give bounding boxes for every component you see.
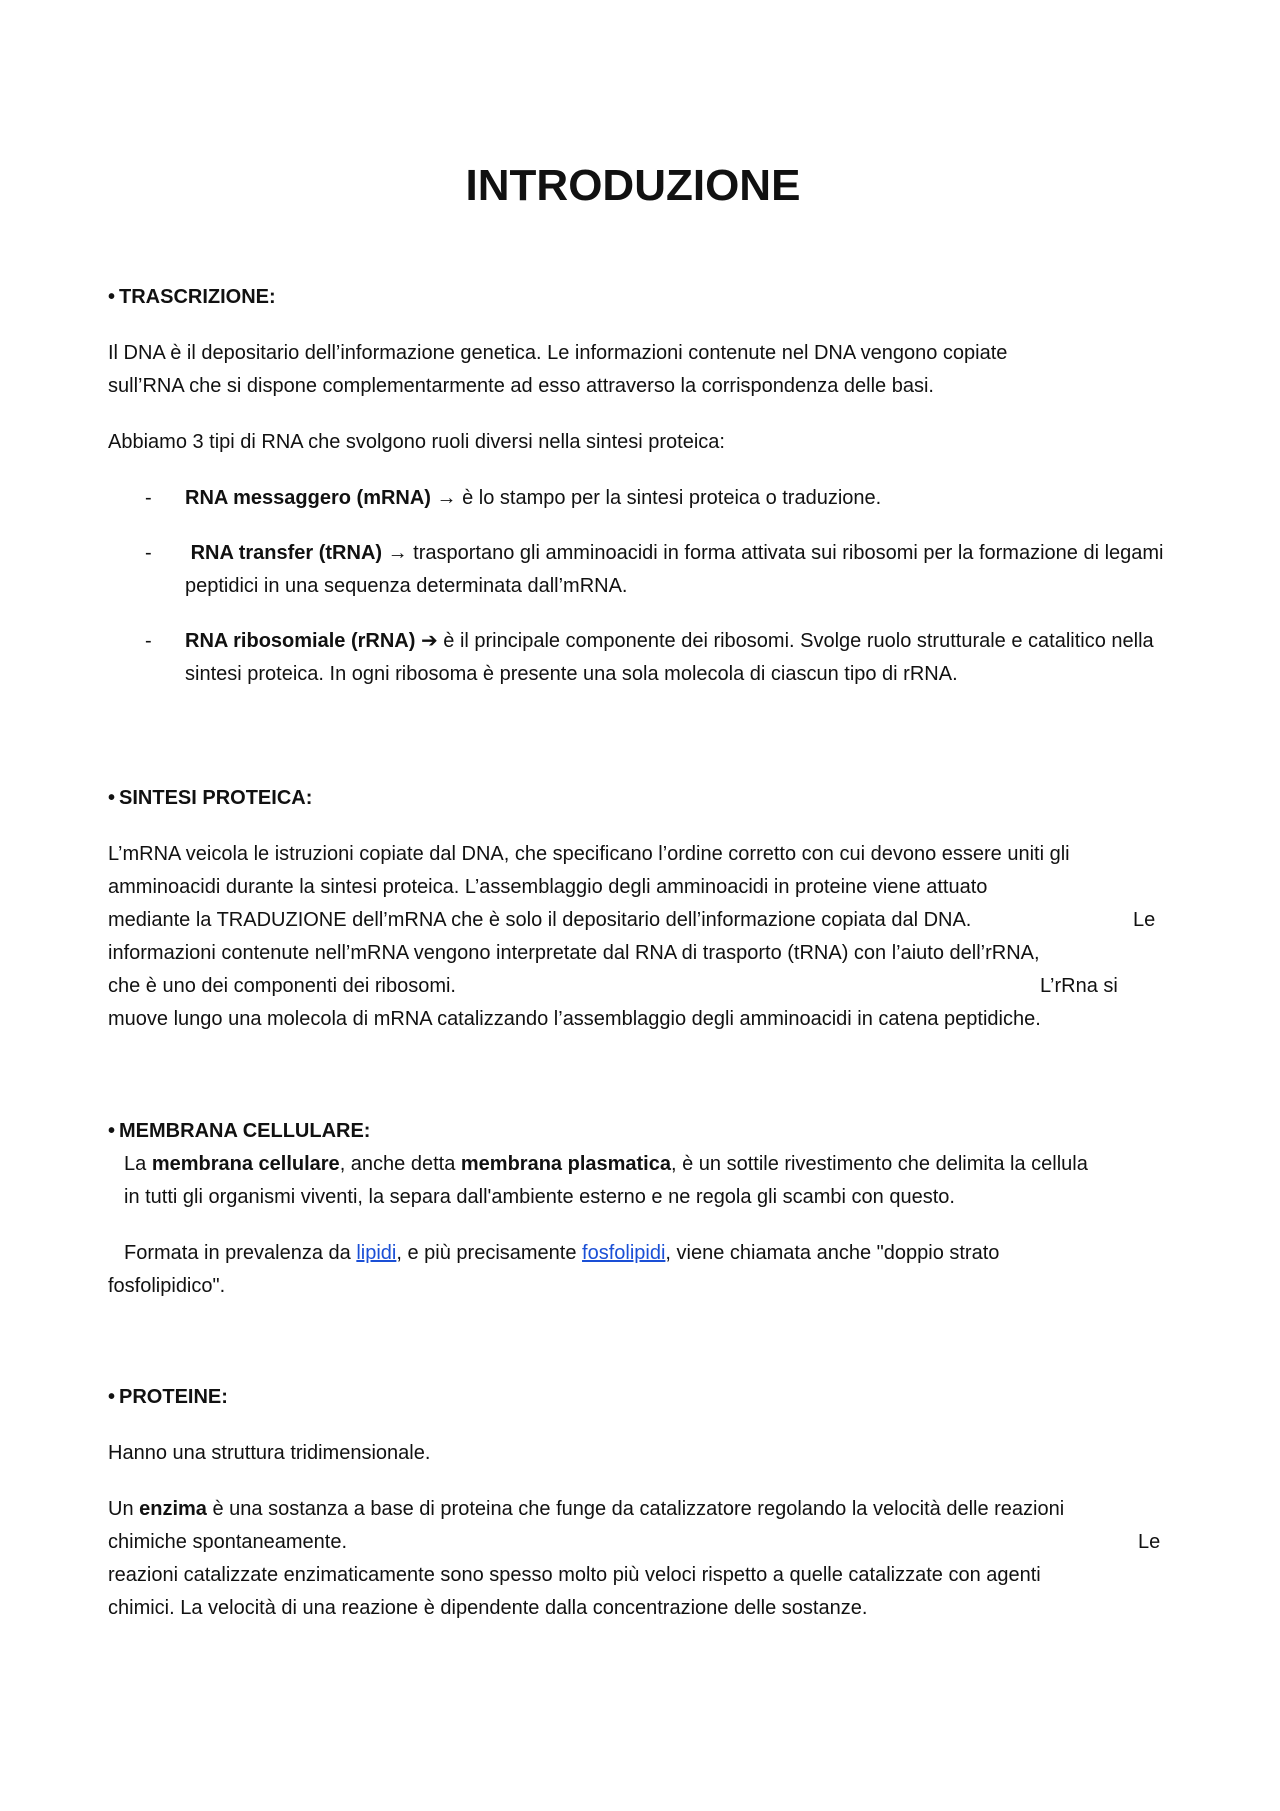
paragraph xyxy=(108,1148,1178,1214)
bullet-icon: • xyxy=(108,787,116,809)
paragraph xyxy=(108,1493,1178,1625)
dash-marker: - xyxy=(145,630,152,652)
link-lipidi[interactable]: lipidi xyxy=(356,1242,397,1264)
text-line: chimiche spontaneamente. Le xyxy=(108,1526,1178,1559)
paragraph xyxy=(108,1237,1178,1303)
dash-marker: - xyxy=(145,487,152,509)
bullet-icon: • xyxy=(108,1120,116,1142)
list-text: è lo stampo per la sintesi proteica o traduzione. xyxy=(456,487,882,509)
section-membrana-cellulare xyxy=(108,1115,1178,1303)
text-line: Formata in prevalenza da lipidi, e più precisamente fosfolipidi, viene chiamata anche "doppio strato xyxy=(124,1242,1000,1264)
text-line: fosfolipidico". xyxy=(108,1275,226,1297)
section-heading-proteine: • PROTEINE: xyxy=(108,1386,228,1408)
text-line: reazioni catalizzate enzimaticamente sono spesso molto più veloci rispetto a quelle catalizzate con agenti xyxy=(108,1564,1041,1586)
text-line: chimici. La velocità di una reazione è dipendente dalla concentrazione delle sostanze. xyxy=(108,1597,868,1619)
text-line: in tutti gli organismi viventi, la separa dall'ambiente esterno e ne regola gli scambi con questo. xyxy=(124,1186,955,1208)
text-fragment: L’rRna si xyxy=(1040,975,1118,997)
text-line: sull’RNA che si dispone complementarmente ad esso attraverso la corrispondenza delle basi. xyxy=(108,375,934,397)
paragraph xyxy=(108,337,1178,403)
text-fragment: Le xyxy=(1138,1531,1161,1553)
bullet-icon: • xyxy=(108,286,116,308)
section-proteine xyxy=(108,1381,1178,1625)
list-item xyxy=(108,625,1178,691)
text-line: amminoacidi durante la sintesi proteica. L’assemblaggio degli amminoacidi in proteine viene attuato xyxy=(108,876,988,898)
list-text: è il principale componente dei ribosomi. Svolge ruolo strutturale e catalitico nella sintesi proteica. In ogni ribosoma è presente una sola molecola di ciascun tipo di rRNA. xyxy=(185,630,1154,685)
text-line: informazioni contenute nell’mRNA vengono interpretate dal RNA di trasporto (tRNA) con l’aiuto dell’rRNA, xyxy=(108,942,1040,964)
arrow-icon: → xyxy=(436,487,457,509)
list-term: RNA messaggero (mRNA) xyxy=(185,487,431,509)
arrow-icon: ➔ xyxy=(420,630,438,652)
arrow-icon: → xyxy=(387,542,408,564)
text-line: La membrana cellulare, anche detta membrana plasmatica, è un sottile rivestimento che delimita la cellula xyxy=(124,1153,1088,1175)
section-heading-membrana: • MEMBRANA CELLULARE: xyxy=(108,1120,371,1142)
paragraph: Abbiamo 3 tipi di RNA che svolgono ruoli diversi nella sintesi proteica: xyxy=(108,431,725,453)
list-term: RNA transfer (tRNA) xyxy=(190,542,383,564)
paragraph xyxy=(108,838,1178,1036)
section-trascrizione xyxy=(108,281,1178,691)
paragraph: Hanno una struttura tridimensionale. xyxy=(108,1442,431,1464)
list-term: RNA ribosomiale (rRNA) xyxy=(185,630,416,652)
text-line: mediante la TRADUZIONE dell’mRNA che è solo il depositario dell’informazione copiata dal DNA. Le xyxy=(108,904,1178,937)
bullet-icon: • xyxy=(108,1386,116,1408)
list-item xyxy=(108,537,1178,603)
list-text: trasportano gli amminoacidi in forma attivata sui ribosomi per la formazione di legami peptidici in una sequenza determinata dall’mRNA. xyxy=(185,542,1164,597)
text-line: muove lungo una molecola di mRNA catalizzando l’assemblaggio degli amminoacidi in catena peptidiche. xyxy=(108,1008,1041,1030)
section-sintesi-proteica xyxy=(108,782,1178,1036)
text-line: Un enzima è una sostanza a base di proteina che funge da catalizzatore regolando la velocità delle reazioni xyxy=(108,1498,1065,1520)
section-heading-trascrizione: • TRASCRIZIONE: xyxy=(108,286,276,308)
text-line: L’mRNA veicola le istruzioni copiate dal DNA, che specificano l’ordine corretto con cui devono essere uniti gli xyxy=(108,843,1070,865)
text-fragment: Le xyxy=(1133,909,1156,931)
page-title: INTRODUZIONE xyxy=(465,161,801,210)
text-line: che è uno dei componenti dei ribosomi. L’rRna si xyxy=(108,970,1178,1003)
section-heading-sintesi: • SINTESI PROTEICA: xyxy=(108,787,313,809)
text-line: Il DNA è il depositario dell’informazione genetica. Le informazioni contenute nel DNA vengono copiate xyxy=(108,342,1008,364)
dash-marker: - xyxy=(145,542,152,564)
rna-list xyxy=(108,482,1178,691)
link-fosfolipidi[interactable]: fosfolipidi xyxy=(582,1242,666,1264)
list-item xyxy=(108,482,1178,515)
